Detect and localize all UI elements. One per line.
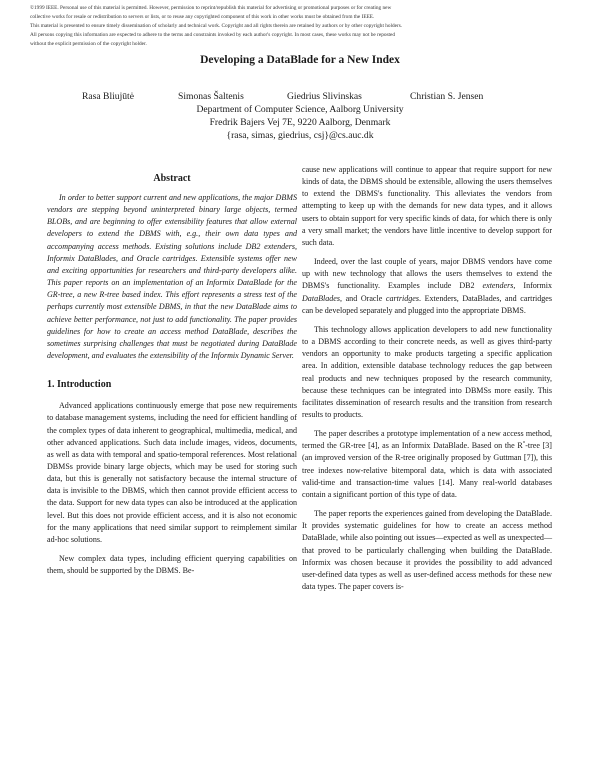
author-name: Giedrius Slivinskas bbox=[287, 91, 362, 102]
intro-paragraph: Advanced applications continuously emerge that pose new requirements to database management systems, including the need for efficient handling of the complex types of data inherent to geographical, multimedia, medical, and other advanced applications. Such data include images, videos, documents, as well as data with temporal and spatio-temporal references. Most relational DBMSs provide binary large objects, which may be used for storing such data, but this is generally not satisfactory because the internal structure of data is invisible to the DBMS, which then cannot provide efficient access to the data. Support for new data types can also be introduced at the application level. But this does not provide efficient access, and it is also not economic for the many applications that need similar support to reimplement similar ad-hoc solutions. bbox=[47, 401, 297, 544]
notice-line: collective works for resale or redistribution to servers or lists, or to reuse any copyrighted component of this work in other works must be obtained from the IEEE. bbox=[30, 14, 375, 20]
text-run: -tree [3] (an improved version of the R-tree originally proposed by Guttman [7]), this tree indexes now-relative bitemporal data, which is data with associated valid-time and transaction-time values [14]. Many real-world databases contain a significant portion of this type of data. bbox=[302, 441, 552, 499]
notice-line: without the explicit permission of the copyright holder. bbox=[30, 41, 147, 47]
affiliation-address: Fredrik Bajers Vej 7E, 9220 Aalborg, Denmark bbox=[209, 117, 391, 128]
notice-line: ©1999 IEEE. Personal use of this material is permitted. However, permission to reprint/republish this material for advertising or promotional purposes or for creating new bbox=[30, 5, 392, 11]
right-column bbox=[302, 164, 552, 593]
abstract-text: In order to better support current and new applications, the major DBMS vendors are stepping beyond uninterpreted binary large objects, termed BLOBs, and are beginning to offer extensibility features that allow external developers to extend the DBMS with, e.g., their own data types and accompanying access methods. Existing solutions include DB2 extenders, Informix DataBlades, and Oracle cartridges. Extensible systems offer new and exciting opportunities for researchers and third-party developers alike. This paper reports on an implementation of an Informix DataBlade for the GR-tree, a new R-tree based index. This effort represents a stress test of the perhaps currently most extensible DBMS, in that the new DataBlade aims to achieve better performance, not just to add functionality. The paper provides guidelines for how to create an access method DataBlade, describes the sometimes surprising challenges that must be negotiated during DataBlade development, and evaluates the extensibility of the Informix Dynamic Server. bbox=[47, 193, 297, 361]
author-emails: {rasa, simas, giedrius, csj}@cs.auc.dk bbox=[226, 130, 374, 141]
author-name: Christian S. Jensen bbox=[410, 91, 484, 102]
body-paragraph bbox=[302, 428, 552, 501]
emphasis: DataBlades bbox=[302, 293, 340, 303]
copyright-notice bbox=[30, 4, 575, 49]
notice-line: All persons copying this information are expected to adhere to the terms and constraints invoked by each author's copyright. In most cases, these works may not be reposted bbox=[30, 32, 396, 38]
emphasis: extenders bbox=[482, 281, 514, 291]
text-run: The paper describes a prototype implementation of a new access method, termed the GR-tree [4], as an Informix DataBlade. Based on the R bbox=[302, 429, 552, 451]
section-heading-introduction: 1. Introduction bbox=[47, 379, 112, 391]
body-paragraph: This technology allows application developers to add new functionality to a DBMS according to their concrete needs, as well as gives third-party vendors an opportunity to make products targeting a specific application area. In addition, extensible database technology reduces the gap between real products and new techniques proposed by the research community, because these techniques can be integrated into DBMSs more easily. This facilitates dissemination of research results and the transition from research results to products. bbox=[302, 324, 552, 419]
author-name: Simonas Šaltenis bbox=[178, 91, 244, 102]
notice-line: This material is presented to ensure timely dissemination of scholarly and technical work. Copyright and all rights therein are retained by authors or by other copyright holders. bbox=[30, 23, 403, 29]
text-run: Indeed, over the last couple of years, major DBMS vendors have come up with new technology that allows the users themselves to extend the DBMS's functionality. Examples include DB2 bbox=[302, 257, 552, 291]
paper-title: Developing a DataBlade for a New Index bbox=[200, 54, 400, 66]
intro-paragraph: New complex data types, including efficient querying capabilities on them, should be supported by the DBMS. Be- bbox=[47, 554, 297, 576]
affiliation-dept: Department of Computer Science, Aalborg University bbox=[196, 104, 404, 115]
left-column bbox=[47, 172, 297, 577]
superscript-star: * bbox=[522, 441, 526, 447]
text-run: , and Oracle bbox=[340, 293, 386, 303]
abstract-heading: Abstract bbox=[153, 173, 191, 184]
body-paragraph: The paper reports the experiences gained from developing the DataBlade. It provides systematic guidelines for how to create an access method DataBlade, while also pointing out issues—expected as well as unexpected—that proved to be particularly challenging when building the DataBlade. Informix was chosen because it provides the possibility to add advanced user-defined data types as well as user-defined access methods for these new data types. The paper covers is- bbox=[302, 509, 552, 591]
author-name: Rasa Bliujūtė bbox=[82, 91, 134, 102]
author-names bbox=[0, 90, 600, 103]
text-run: , Informix bbox=[513, 281, 552, 291]
body-paragraph: cause new applications will continue to appear that require support for new kinds of data, the DBMS should be extensible, allowing the users themselves to extend the DBMS's functionality. This alleviates the vendors from attempting to keep up with the demands for new data types, and it allows users to obtain support for very specific kinds of data, for which there is only a very small market; the vendors have little incentive to develop support for such data. bbox=[302, 165, 552, 247]
body-paragraph bbox=[302, 256, 552, 317]
emphasis: cartridges bbox=[385, 293, 419, 303]
author-block bbox=[0, 90, 600, 142]
text-run: . Extenders, DataBlades, and cartridges can be developed separately and plugged into the appropriate DBMS. bbox=[302, 293, 552, 315]
